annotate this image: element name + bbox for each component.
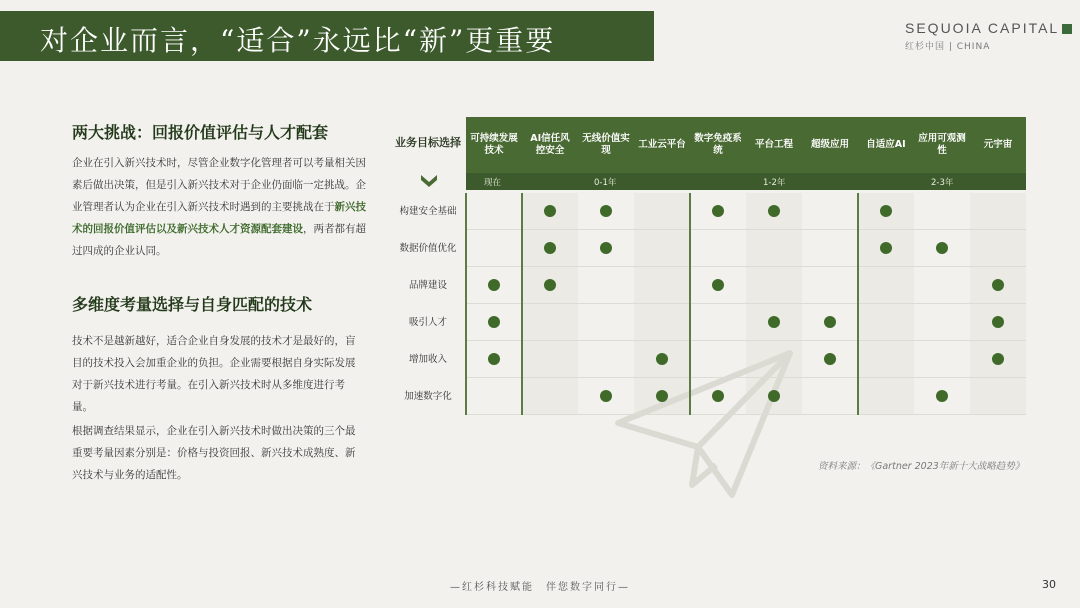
matrix-cell [802, 378, 858, 415]
page-number: 30 [1042, 578, 1056, 591]
matrix-cell [914, 267, 970, 304]
matrix-cell [858, 230, 914, 267]
matrix-cell [914, 341, 970, 378]
matrix-cell [858, 267, 914, 304]
footer-slogan: —红杉科技赋能 伴您数字同行— [450, 582, 630, 593]
match-dot [768, 390, 780, 402]
matrix-cell [914, 193, 970, 230]
match-dot [488, 279, 500, 291]
matrix-cell [634, 267, 690, 304]
matrix-cell [802, 230, 858, 267]
matrix-cell [466, 193, 522, 230]
row-label: 加速数字化 [404, 391, 452, 402]
matrix-cell [970, 193, 1026, 230]
matrix-cell [970, 230, 1026, 267]
column-header: 可持续发展技术 [470, 133, 518, 156]
section1-paragraph: 企业在引入新兴技术时，尽管企业数字化管理者可以考量相关因素后做出决策，但是引入新兴技术对于企业仍面临一定挑战。企业管理者认为企业在引入新兴技术时遇到的主要挑战在于新兴技术的回报价值评估以及新兴技术人才资源配套建设，两者都有超过四成的企业认同。 [72, 157, 366, 257]
matrix-cell [858, 193, 914, 230]
matrix-cell [802, 193, 858, 230]
matrix-header-label: 业务目标选择 [395, 135, 461, 149]
matrix-cell [466, 230, 522, 267]
source-note: 资料来源：《Gartner 2023年新十大战略趋势》 [818, 461, 1025, 472]
matrix-cell [466, 378, 522, 415]
column-header: AI信任风控安全 [530, 133, 570, 156]
timeline-bar [466, 173, 1026, 190]
matrix-cell [746, 304, 802, 341]
match-dot [936, 242, 948, 254]
matrix-cell [802, 341, 858, 378]
match-dot [768, 205, 780, 217]
match-dot [656, 390, 668, 402]
logo-text: SEQUOIA CAPITAL [905, 20, 1060, 36]
match-dot [936, 390, 948, 402]
section2-paragraph-2: 根据调查结果显示，企业在引入新兴技术时做出决策的三个最重要考量因素分别是：价格与投资回报、新兴技术成熟度、新兴技术与业务的适配性。 [72, 425, 356, 481]
matrix-cell [802, 267, 858, 304]
matrix-cell [746, 230, 802, 267]
matrix-cell [466, 304, 522, 341]
matrix-cell [522, 341, 578, 378]
match-dot [880, 242, 892, 254]
matrix-cell [914, 304, 970, 341]
matrix-cell [746, 267, 802, 304]
timeline-divider [689, 193, 691, 415]
timeline-divider [465, 193, 467, 415]
match-dot [768, 316, 780, 328]
matrix-cell [858, 341, 914, 378]
matrix-cell [914, 378, 970, 415]
timeline-divider [857, 193, 859, 415]
matrix-cell [970, 341, 1026, 378]
matrix-cell [578, 378, 634, 415]
logo-subtitle: 红杉中国 | CHINA [905, 42, 991, 52]
matrix-cell [522, 304, 578, 341]
matrix-cell [802, 304, 858, 341]
matrix-cell [634, 378, 690, 415]
matrix-cell [522, 378, 578, 415]
match-dot [824, 316, 836, 328]
timeline-label: 现在 [484, 178, 502, 188]
row-label: 构建安全基础 [399, 206, 457, 217]
section1-heading: 两大挑战：回报价值评估与人才配套 [72, 123, 329, 142]
match-dot [600, 390, 612, 402]
matrix-cell [578, 230, 634, 267]
match-dot [544, 242, 556, 254]
match-dot [488, 316, 500, 328]
row-label: 增加收入 [408, 354, 447, 365]
matrix-cell [634, 193, 690, 230]
timeline-label: 1-2年 [763, 178, 786, 188]
timeline-label: 0-1年 [594, 178, 617, 188]
chevron-down-icon [420, 174, 438, 188]
matrix-cell [690, 193, 746, 230]
matrix-cell [522, 230, 578, 267]
match-dot [488, 353, 500, 365]
match-dot [600, 242, 612, 254]
match-dot [992, 316, 1004, 328]
matrix-cell [634, 230, 690, 267]
column-header: 超级应用 [810, 139, 849, 150]
column-header: 应用可观测性 [918, 133, 966, 156]
row-label: 吸引人才 [408, 317, 447, 328]
matrix-cell [746, 378, 802, 415]
match-dot [656, 353, 668, 365]
match-dot [544, 279, 556, 291]
timeline-label: 2-3年 [931, 178, 954, 188]
matrix-cell [858, 304, 914, 341]
highlight-text: 新兴技术的回报价值评估以及新兴技术人才资源配套建设 [72, 201, 366, 235]
column-header: 元宇宙 [983, 139, 1013, 150]
matrix-cell [914, 230, 970, 267]
match-dot [880, 205, 892, 217]
match-dot [712, 205, 724, 217]
row-label: 品牌建设 [408, 280, 447, 291]
matrix-cell [858, 378, 914, 415]
timeline-divider [521, 193, 523, 415]
matrix-cell [522, 193, 578, 230]
title-bar [0, 11, 654, 61]
matrix-cell [746, 341, 802, 378]
match-dot [992, 279, 1004, 291]
matrix-cell [578, 193, 634, 230]
matrix-cell [578, 341, 634, 378]
matrix-cell [690, 341, 746, 378]
matrix-cell [690, 267, 746, 304]
matrix-cell [634, 341, 690, 378]
column-header: 无线价值实现 [582, 133, 630, 156]
match-dot [544, 205, 556, 217]
matrix-cell [970, 267, 1026, 304]
column-header: 平台工程 [754, 139, 793, 150]
matrix-cell [970, 304, 1026, 341]
matrix-cell [578, 267, 634, 304]
column-header: 工业云平台 [638, 139, 686, 150]
page-title: 对企业而言，“适合”永远比“新”更重要 [40, 24, 556, 57]
matrix-cell [970, 378, 1026, 415]
match-dot [600, 205, 612, 217]
matrix-cell [690, 304, 746, 341]
matrix-cell [466, 267, 522, 304]
column-header: 自适应AI [866, 139, 906, 150]
row-label: 数据价值优化 [399, 243, 457, 254]
matrix-cell [634, 304, 690, 341]
matrix-cell [522, 267, 578, 304]
matrix-cell [746, 193, 802, 230]
section2-heading: 多维度考量选择与自身匹配的技术 [72, 295, 313, 314]
logo-mark-icon [1062, 24, 1072, 34]
match-dot [712, 390, 724, 402]
matrix-cell [690, 230, 746, 267]
column-header: 数字免疫系统 [694, 133, 742, 156]
logo [905, 20, 1072, 52]
section2-paragraph-1: 技术不是越新越好，适合企业自身发展的技术才是最好的，盲目的技术投入会加重企业的负担。企业需要根据自身实际发展对于新兴技术进行考量。在引入新兴技术时从多维度进行考量。 [72, 335, 356, 413]
matrix-cell [578, 304, 634, 341]
match-dot [992, 353, 1004, 365]
matrix-cell [466, 341, 522, 378]
matrix-cell [690, 378, 746, 415]
match-dot [824, 353, 836, 365]
match-dot [712, 279, 724, 291]
